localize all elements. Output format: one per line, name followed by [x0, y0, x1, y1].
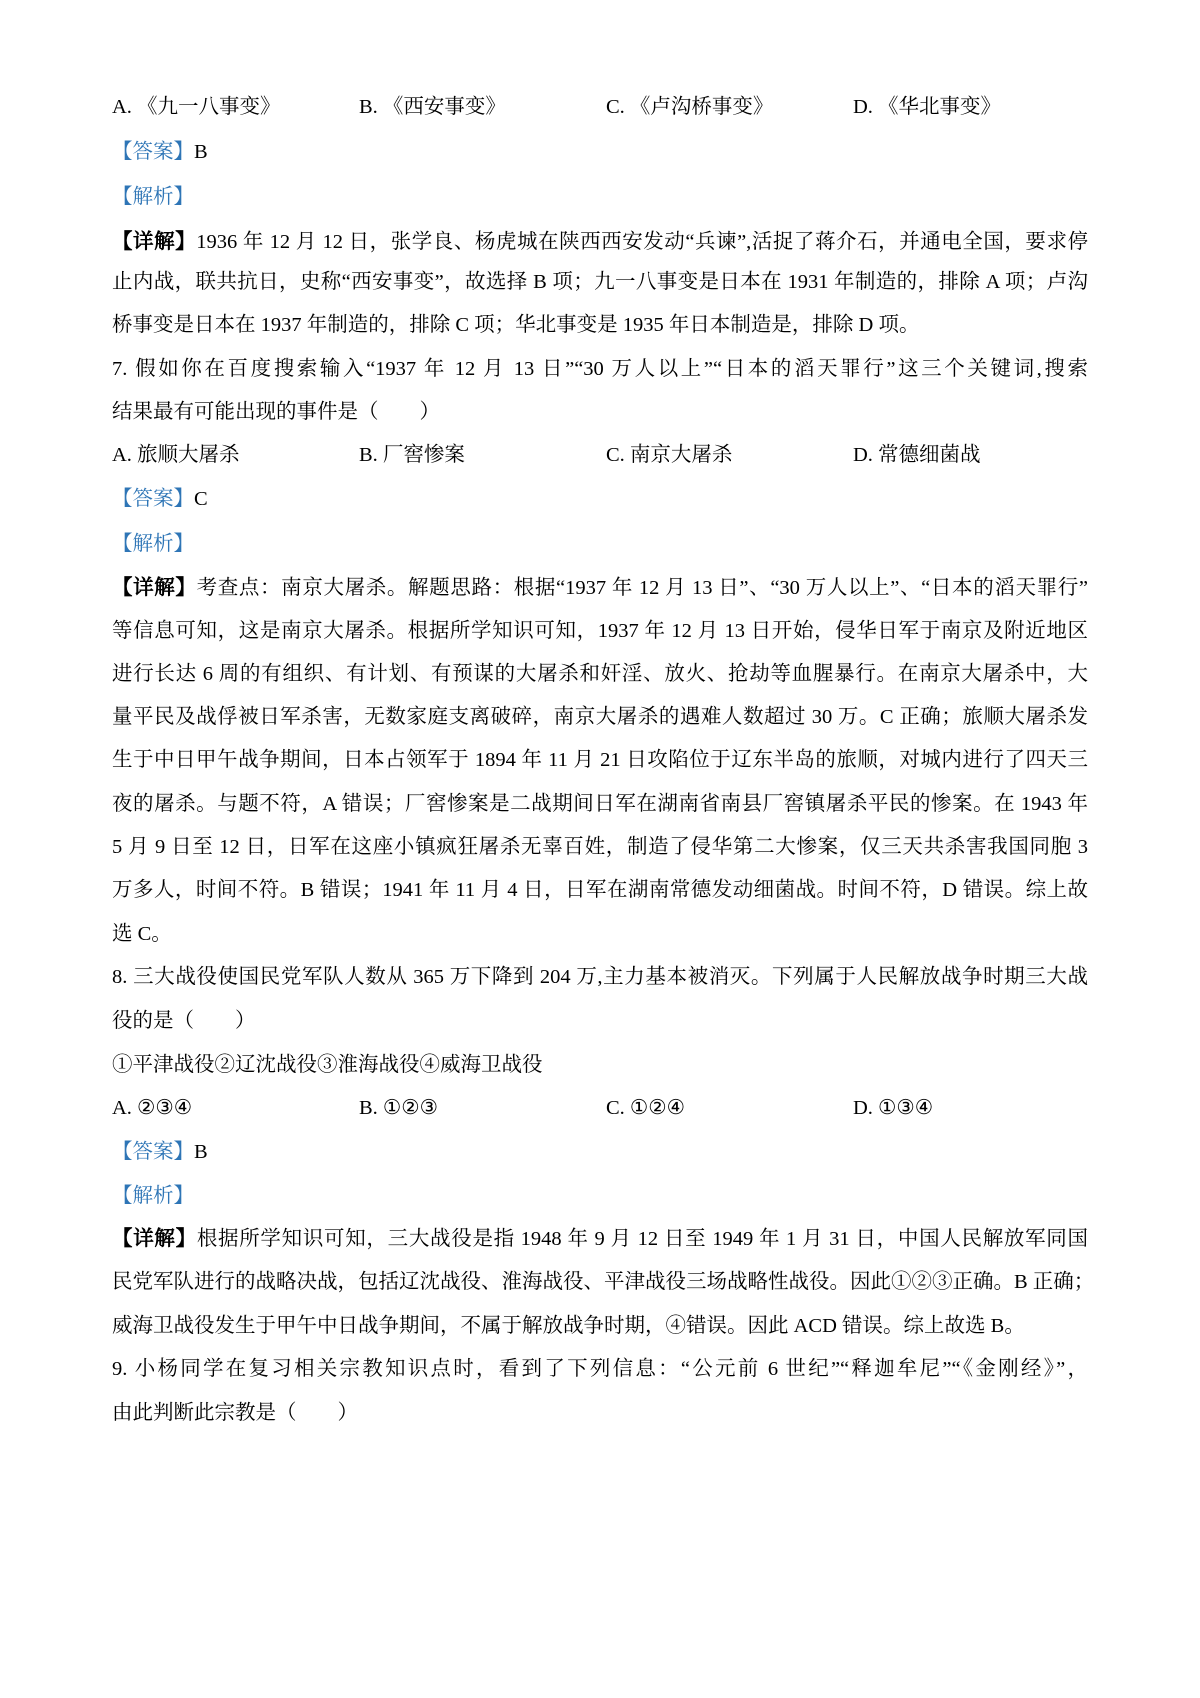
detail-text: 考查点：南京大屠杀。解题思路：根据“1937 年 12 月 13 日”、“30 万人以上”、“日本的滔天罪行”	[196, 577, 1089, 599]
analysis-label: 【解析】	[112, 533, 194, 555]
q8-option-a: A. ②③④	[112, 1097, 193, 1119]
q8-stem: ①平津战役②辽沈战役③淮海战役④威海卫战役	[112, 1054, 543, 1076]
q7-detail-line: 选 C。	[112, 923, 172, 945]
q8-option-c: C. ①②④	[606, 1097, 686, 1119]
q6-option-b: B. 《西安事变》	[359, 96, 506, 118]
q7-detail-line	[112, 571, 1088, 605]
analysis-label: 【解析】	[112, 186, 194, 208]
detail-text: 根据所学知识可知，三大战役是指 1948 年 9 月 12 日至 1949 年 1 月 31 日，中国人民解放军同国	[196, 1228, 1089, 1250]
q7-detail-line: 万多人，时间不符。B 错误；1941 年 11 月 4 日，日军在湖南常德发动细菌战。时间不符，D 错误。综上故	[112, 879, 1088, 901]
q8-detail-line	[112, 1222, 1088, 1256]
answer-label: 【答案】	[112, 141, 194, 163]
answer-value: C	[194, 488, 208, 510]
q8-detail-line: 威海卫战役发生于甲午中日战争期间，不属于解放战争时期，④错误。因此 ACD 错误。综上故选 B。	[112, 1315, 1025, 1337]
q7-detail-line: 量平民及战俘被日军杀害，无数家庭支离破碎，南京大屠杀的遇难人数超过 30 万。C 正确；旅顺大屠杀发	[112, 706, 1088, 728]
q8-analysis-label	[112, 1179, 1088, 1213]
detail-tag: 【详解】	[112, 1228, 197, 1250]
q7-detail-line: 夜的屠杀。与题不符，A 错误；厂窖惨案是二战期间日军在湖南省南县厂窖镇屠杀平民的惨案。在 1943 年	[112, 793, 1088, 815]
q7-option-d: D. 常德细菌战	[853, 444, 981, 466]
q6-analysis-label	[112, 180, 1088, 214]
q8-option-b: B. ①②③	[359, 1097, 439, 1119]
q9-stem: 由此判断此宗教是（ ）	[112, 1402, 358, 1424]
q6-answer	[112, 135, 1088, 169]
q7-stem: 7. 假如你在百度搜索输入“1937 年 12 月 13 日”“30 万人以上”“日本的滔天罪行”这三个关键词,搜索	[112, 358, 1088, 380]
q6-option-d: D. 《华北事变》	[853, 96, 1002, 118]
q6-option-c: C. 《卢沟桥事变》	[606, 96, 774, 118]
analysis-label: 【解析】	[112, 1185, 194, 1207]
q7-option-c: C. 南京大屠杀	[606, 444, 733, 466]
q8-option-d: D. ①③④	[853, 1097, 934, 1119]
q6-option-a: A. 《九一八事变》	[112, 96, 281, 118]
q6-detail-line	[112, 225, 1088, 259]
q8-answer	[112, 1135, 1088, 1169]
q6-detail-line: 桥事变是日本在 1937 年制造的，排除 C 项；华北事变是 1935 年日本制造是，排除 D 项。	[112, 314, 920, 336]
q7-answer	[112, 482, 1088, 516]
q8-detail-line: 民党军队进行的战略决战，包括辽沈战役、淮海战役、平津战役三场战略性战役。因此①②③正确。B 正确；	[112, 1271, 1095, 1293]
detail-tag: 【详解】	[112, 231, 197, 253]
q8-options	[112, 1091, 1088, 1125]
detail-tag: 【详解】	[112, 577, 197, 599]
q9-stem: 9. 小杨同学在复习相关宗教知识点时，看到了下列信息：“公元前 6 世纪”“释迦牟尼”“《金刚经》”，	[112, 1358, 1088, 1380]
q7-detail-line: 生于中日甲午战争期间，日本占领军于 1894 年 11 月 21 日攻陷位于辽东半岛的旅顺，对城内进行了四天三	[112, 749, 1088, 771]
q6-options	[112, 90, 1088, 124]
q7-option-a: A. 旅顺大屠杀	[112, 444, 240, 466]
q7-detail-line: 5 月 9 日至 12 日，日军在这座小镇疯狂屠杀无辜百姓，制造了侵华第二大惨案，仅三天共杀害我国同胞 3	[112, 836, 1088, 858]
answer-label: 【答案】	[112, 1141, 194, 1163]
detail-text: 1936 年 12 月 12 日，张学良、杨虎城在陕西西安发动“兵谏”,活捉了蒋介石，并通电全国，要求停	[196, 231, 1089, 253]
q7-option-b: B. 厂窖惨案	[359, 444, 465, 466]
q7-stem: 结果最有可能出现的事件是（ ）	[112, 401, 440, 423]
answer-label: 【答案】	[112, 488, 194, 510]
q6-detail-line: 止内战，联共抗日，史称“西安事变”，故选择 B 项；九一八事变是日本在 1931 年制造的，排除 A 项；卢沟	[112, 271, 1088, 293]
q7-analysis-label	[112, 527, 1088, 561]
answer-value: B	[194, 141, 208, 163]
q7-detail-line: 进行长达 6 周的有组织、有计划、有预谋的大屠杀和奸淫、放火、抢劫等血腥暴行。在南京大屠杀中，大	[112, 663, 1088, 685]
q7-options	[112, 438, 1088, 472]
q7-detail-line: 等信息可知，这是南京大屠杀。根据所学知识可知，1937 年 12 月 13 日开始，侵华日军于南京及附近地区	[112, 620, 1088, 642]
answer-value: B	[194, 1141, 208, 1163]
q8-stem: 8. 三大战役使国民党军队人数从 365 万下降到 204 万,主力基本被消灭。下列属于人民解放战争时期三大战	[112, 966, 1088, 988]
q8-stem: 役的是（ ）	[112, 1010, 256, 1032]
